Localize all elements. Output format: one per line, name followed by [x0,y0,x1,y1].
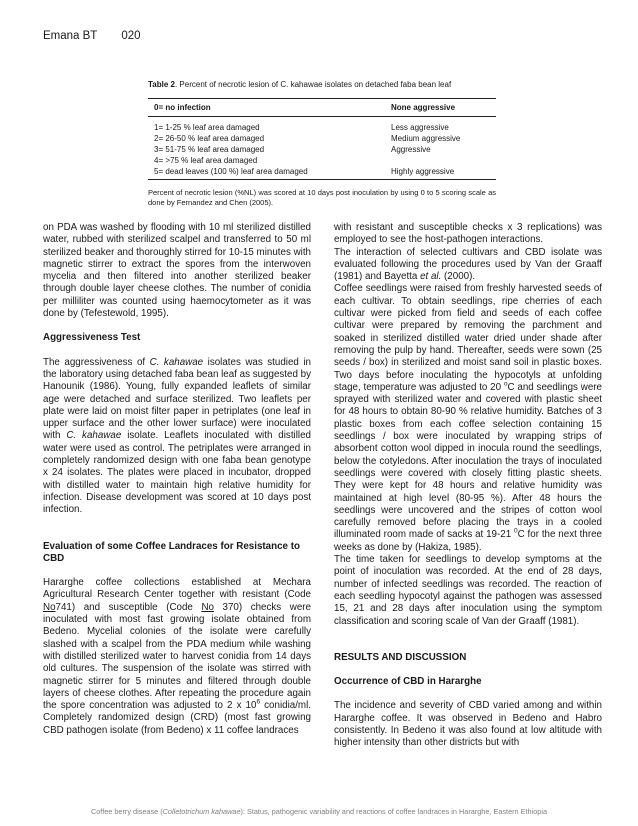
aggressiveness-paragraph: The aggressiveness of C. kahawae isolates was studied in the laboratory using detached faba bean leaf as suggested by Hanounik (1986). Young, fully expanded leaflets of similar age were detached and surface sterilized. Two leaflets per plate were laid on moist filter paper in petriplates (one leaf in upper surface and the other lower surface) were inoculated with C. kahawae isolate. Leaflets inoculated with distilled water were used as control. The petriplates were arranged in completely randomized design with one faba bean genotype x 24 isolates. The plates were placed in incubator, dropped with distilled water to maintain high relative humidity for infection. Disease development was scored at 10 days post infection. [43,356,311,516]
page-number: 020 [121,30,141,42]
table-row [148,133,496,144]
section-heading: RESULTS AND DISCUSSION [334,651,467,663]
section-heading: Evaluation of some Coffee Landraces for Resistance to CBD [43,540,300,564]
scale-cell: 3= 51-75 % leaf area damaged [154,145,265,154]
scale-cell: 1= 1-25 % leaf area damaged [154,123,260,132]
header-cell: 0= no infection [148,99,385,117]
evaluation-paragraph: Hararghe coffee collections established at Mechara Agricultural Research Center together with resistant (Code No741) and susceptible (Code No 370) checks were inoculated with most fast growing isolate obtained from Bedeno. Mycelial colonies of the isolate were carefully slashed with a scalpel from the PDA medium while washing with distilled sterilized water to harvest conidia from 14 days old cultures. The suspension of the isolate was stirred with magnetic stirrer for 5 minutes and filtered through double layers of cheese clothes. After repeating the procedure again the spore concentration was adjusted to 2 x $10^6$ conidia/ml. Completely randomized design (CRD) (most fast growing CBD pathogen isolate (from Bedeno) x 11 coffee landraces [43,577,311,736]
interaction-paragraph: The interaction of selected cultivars and CBD isolate was evaluated following the procedures used by Van der Graaff (1981) and Bayetta et al. (2000). [334,246,602,283]
class-cell: Medium aggressive [391,134,461,143]
scale-cell: 5= dead leaves (100 %) leaf area damaged [148,166,385,180]
running-footer: Coffee berry disease (Colletotrichum kahawae): Status, pathogenic variability and reactions of coffee landraces in Hararghe, Eastern Ethiopia [90,807,548,816]
scoring-table [148,98,496,180]
scale-cell: 2= 26-50 % leaf area damaged [154,134,265,143]
subsection-heading: Occurrence of CBD in Hararghe [334,676,482,688]
table-header-row [148,99,496,117]
class-cell: Aggressive [391,145,431,154]
symptoms-paragraph: The time taken for seedlings to develop symptoms at the point of inoculation was recorded. At the end of 28 days, number of infected seedlings was recorded. The reaction of each seedling hypocotyl against the pathogen was assessed 15, 21 and 28 days after inoculation using the symptom classification and scoring scale of Van der Graaff (1981). [334,554,602,627]
right-column [334,222,602,750]
class-cell: Less aggressive [391,123,449,132]
replication-paragraph: with resistant and susceptible checks x 3 replications) was employed to see the host-pathogen interactions. [334,222,602,246]
class-cell [385,155,496,166]
table-footnote: Percent of necrotic lesion (%NL) was scored at 10 days post inoculation by using 0 to 5 scoring scale as done by Fernandez and Chen (2005). [148,188,496,207]
occurrence-paragraph: The incidence and severity of CBD varied among and within Hararghe coffee. It was observed in Bedeno and Habro consistently. In Bedeno it was also found at low altitude with higher intensity than other districts but with [334,700,602,749]
author-name: Emana BT [43,30,98,42]
running-header [43,30,141,42]
left-column [43,222,311,737]
seedlings-paragraph: Coffee seedlings were raised from freshly harvested seeds of each cultivar. To obtain seedlings, ripe cherries of each cultivar were picked from field and seeds of each coffee cultivar were prepared by removing the parchment and soaked in sterilized distilled water dried under shade after removing the pulp by hand. Thereafter, seeds were sown (25 seeds / box) in sterilized and moist sand soil in plastic boxes. Two days before inoculating the hypocotyls at unfolding stage, temperature was adjusted to 20 $^o$C and seedlings were sprayed with sterilized water and covered with plastic sheet for 48 hours to obtain 80-90 % relative humidity. Batches of 3 plastic boxes from each coffee selection containing 15 seedlings / box were inoculated by wrapping strips of absorbent cotton wool dipped in inocula round the seedlings, below the cotyledons. After inoculation the trays of inoculated seedlings were covered with closely fitting plastic sheets. They were kept for 48 hours and relative humidity was maintained at high level (80-95 %). After 48 hours the seedlings were uncovered and the stripes of cotton wool carefully removed before placing the trays in a cooled illuminated room made of sacks at 19-21 $^0$C for the next three weeks as done by (Hakiza, 1985). [334,283,602,553]
section-heading: Aggressiveness Test [43,332,141,344]
species-name: C. kahawae [66,430,122,442]
class-cell: Highly aggressive [385,166,496,180]
scale-cell: 4= >75 % leaf area damaged [154,156,258,165]
table-row [148,166,496,180]
table-title: . Percent of necrotic lesion of C. kahawae isolates on detached faba bean leaf [174,80,452,89]
table-row [148,117,496,134]
table-row [148,144,496,155]
header-cell: None aggressive [385,99,496,117]
table-row [148,155,496,166]
species-name: C. kahawae [149,356,204,368]
table-label: Table 2 [148,80,175,89]
table-2 [148,80,496,208]
methods-paragraph: on PDA was washed by flooding with 10 ml sterilized distilled water, rubbed with sterilized scalpel and transferred to 50 ml sterilized beaker and thoroughly stirred for 10-15 minutes with magnetic stirrer to extract the spores from the interwoven mycelia and then filtered into another sterilized beaker through double layer cheese clothes. The number of conidia per milliliter was counted using haemocytometer as it was done by (Tefestewold, 1995). [43,222,311,320]
table-caption [148,80,496,89]
